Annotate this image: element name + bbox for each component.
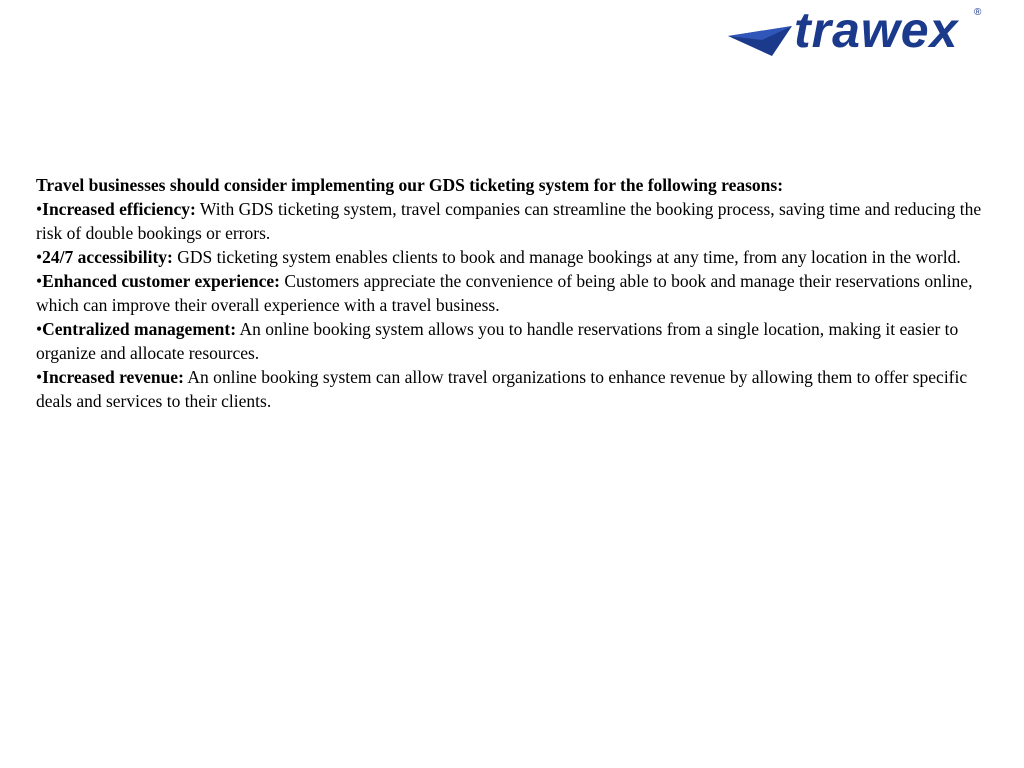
- bullet: •: [36, 199, 43, 219]
- item-term: 24/7 accessibility:: [42, 247, 173, 267]
- bullet: •: [36, 247, 43, 267]
- logo-wordmark: trawex: [794, 2, 959, 58]
- item-text: With GDS ticketing system, travel companies can streamline the booking process, saving time and reducing the risk of double bookings or errors.: [36, 199, 982, 243]
- bullet: •: [36, 319, 43, 339]
- slide-content: [36, 173, 986, 413]
- list-item: [36, 317, 986, 365]
- bullet: •: [36, 367, 43, 387]
- item-term: Increased efficiency:: [42, 199, 196, 219]
- item-text: An online booking system can allow travel organizations to enhance revenue by allowing them to offer specific deals and services to their clients.: [36, 367, 968, 411]
- item-term: Centralized management:: [42, 319, 237, 339]
- registered-mark: ®: [974, 7, 982, 18]
- content-heading: Travel businesses should consider implementing our GDS ticketing system for the following reasons:: [36, 175, 784, 195]
- item-text: Customers appreciate the convenience of being able to book and manage their reservations online, which can improve their overall experience with a travel business.: [36, 271, 973, 315]
- list-item: [36, 269, 986, 317]
- list-item: [36, 365, 986, 413]
- item-text: An online booking system allows you to handle reservations from a single location, making it easier to organize and allocate resources.: [36, 319, 959, 363]
- trawex-logo: [726, 2, 996, 64]
- list-item: [36, 245, 986, 269]
- list-item: [36, 197, 986, 245]
- bullet: •: [36, 271, 43, 291]
- item-text: GDS ticketing system enables clients to book and manage bookings at any time, from any location in the world.: [172, 247, 961, 267]
- item-term: Increased revenue:: [42, 367, 184, 387]
- arrow-logo-icon: [726, 6, 796, 64]
- item-term: Enhanced customer experience:: [42, 271, 280, 291]
